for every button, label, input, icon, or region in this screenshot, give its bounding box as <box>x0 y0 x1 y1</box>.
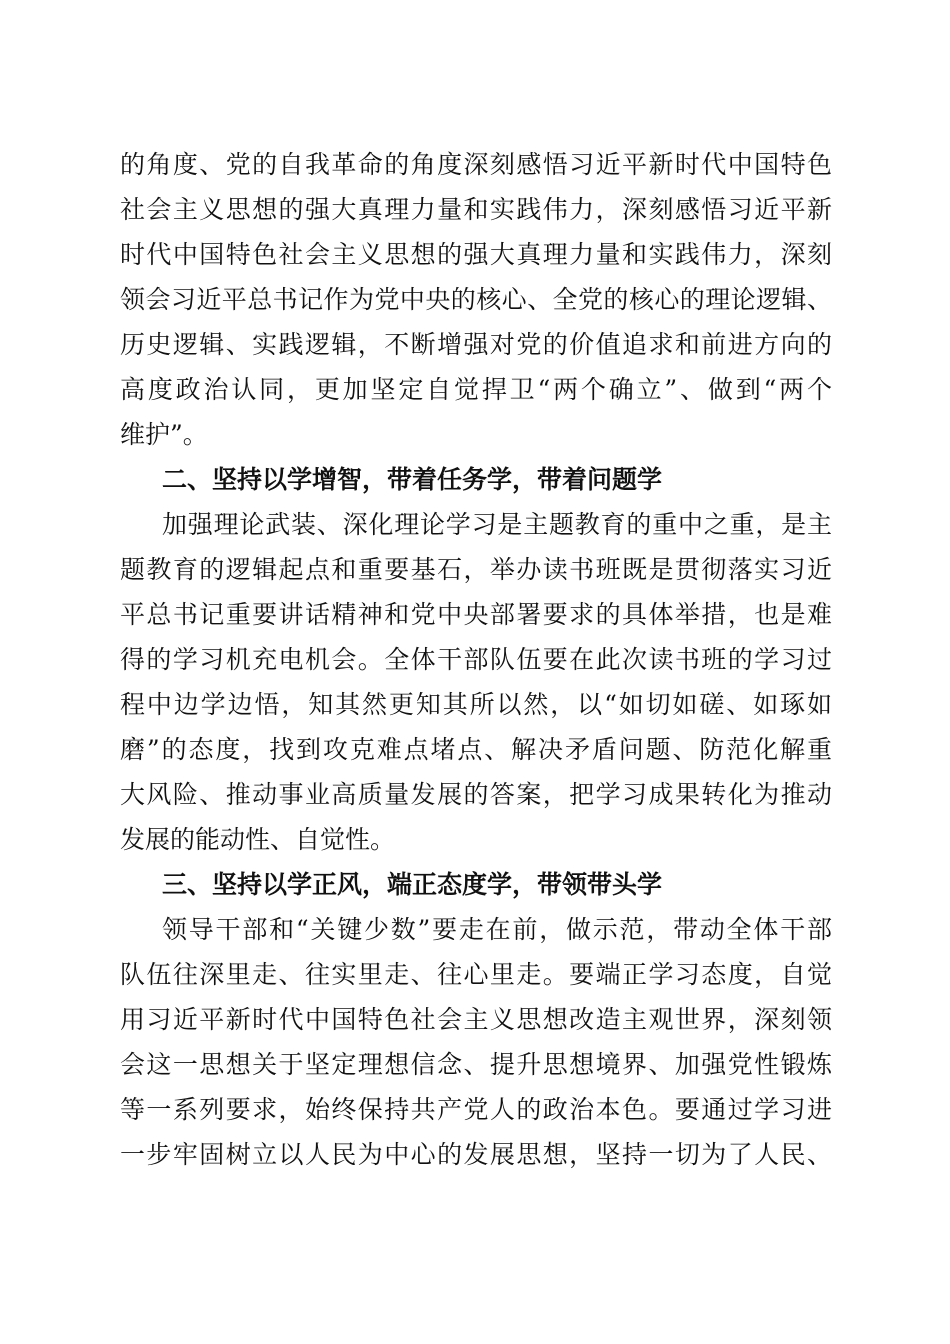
paragraph-line: 会这一思想关于坚定理想信念、提升思想境界、加强党性锻炼 <box>120 1050 832 1079</box>
paragraph-line: 社会主义思想的强大真理力量和实践伟力，深刻感悟习近平新 <box>120 195 832 224</box>
paragraph-line: 时代中国特色社会主义思想的强大真理力量和实践伟力，深刻 <box>120 240 832 269</box>
paragraph-line: 平总书记重要讲话精神和党中央部署要求的具体举措，也是难 <box>120 600 832 629</box>
paragraph-line: 历史逻辑、实践逻辑，不断增强对党的价值追求和前进方向的 <box>120 330 832 359</box>
paragraph-line: 题教育的逻辑起点和重要基石，举办读书班既是贯彻落实习近 <box>120 555 832 584</box>
intro-paragraph <box>120 142 832 457</box>
paragraph-line: 等一系列要求，始终保持共产党人的政治本色。要通过学习进 <box>120 1095 832 1124</box>
section-three-heading: 三、坚持以学正风，端正态度学，带领带头学 <box>162 870 663 899</box>
paragraph-line: 的角度、党的自我革命的角度深刻感悟习近平新时代中国特色 <box>120 150 832 179</box>
paragraph-line: 用习近平新时代中国特色社会主义思想改造主观世界，深刻领 <box>120 1005 832 1034</box>
paragraph-line: 程中边学边悟，知其然更知其所以然，以“如切如磋、如琢如 <box>120 690 832 719</box>
section-two-paragraph <box>120 502 832 862</box>
paragraph-line: 队伍往深里走、往实里走、往心里走。要端正学习态度，自觉 <box>120 960 832 989</box>
paragraph-line: 磨”的态度，找到攻克难点堵点、解决矛盾问题、防范化解重 <box>120 735 832 764</box>
paragraph-line: 领导干部和“关键少数”要走在前，做示范，带动全体干部 <box>162 915 832 944</box>
paragraph-line: 一步牢固树立以人民为中心的发展思想，坚持一切为了人民、 <box>120 1140 832 1169</box>
paragraph-line: 加强理论武装、深化理论学习是主题教育的重中之重，是主 <box>162 510 832 539</box>
paragraph-line: 领会习近平总书记作为党中央的核心、全党的核心的理论逻辑、 <box>120 285 832 314</box>
document-body <box>120 142 832 1177</box>
section-two-heading: 二、坚持以学增智，带着任务学，带着问题学 <box>162 465 663 494</box>
paragraph-line: 维护”。 <box>120 420 208 449</box>
paragraph-line: 高度政治认同，更加坚定自觉捍卫“两个确立”、做到“两个 <box>120 375 832 404</box>
paragraph-line: 大风险、推动事业高质量发展的答案，把学习成果转化为推动 <box>120 780 832 809</box>
paragraph-line: 发展的能动性、自觉性。 <box>120 825 396 854</box>
section-three-paragraph <box>120 907 832 1177</box>
paragraph-line: 得的学习机充电机会。全体干部队伍要在此次读书班的学习过 <box>120 645 832 674</box>
